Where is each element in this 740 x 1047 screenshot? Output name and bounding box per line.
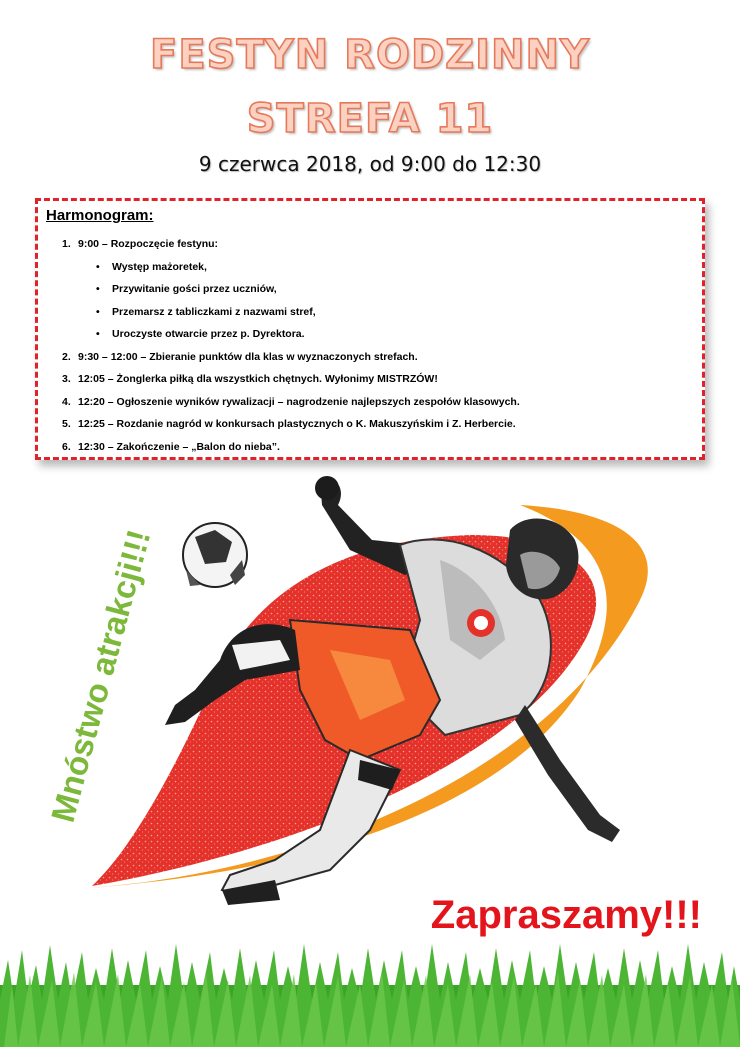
schedule-subitem-text: Przywitanie gości przez uczniów, (112, 283, 277, 295)
bullet-icon: • (96, 283, 100, 295)
schedule-item-number: 1. (62, 238, 71, 250)
schedule-heading: Harmonogram: (46, 207, 154, 224)
grass-icon (0, 944, 740, 1047)
schedule-subitem-4 (38, 327, 702, 350)
event-date: 9 czerwca 2018, od 9:00 do 12:30 (198, 152, 542, 176)
schedule-item-2 (38, 350, 702, 373)
schedule-subitem-1 (38, 260, 702, 283)
schedule-item-3 (38, 372, 702, 395)
schedule-item-number: 2. (62, 350, 71, 363)
schedule-item-number: 5. (62, 418, 71, 430)
schedule-list (38, 237, 702, 462)
soccer-ball-icon (183, 523, 247, 587)
schedule-subitem-3 (38, 305, 702, 328)
schedule-item-text: 12:30 – Zakończenie – „Balon do nieba”. (78, 440, 280, 453)
attractions-slogan: Mnóstwo atrakcji!!! (43, 525, 158, 826)
schedule-item-text: 9:00 – Rozpoczęcie festynu: (78, 238, 219, 250)
page-title: FESTYN RODZINNY (150, 32, 590, 78)
schedule-subitem-text: Uroczyste otwarcie przez p. Dyrektora. (112, 328, 305, 340)
page-subtitle: STREFA 11 (246, 96, 494, 142)
invitation-text: Zapraszamy!!! (430, 893, 702, 937)
schedule-item-text: 9:30 – 12:00 – Zbieranie punktów dla klas w wyznaczonych strefach. (78, 350, 418, 363)
schedule-box (35, 198, 705, 460)
schedule-item-text: 12:25 – Rozdanie nagród w konkursach plastycznych o K. Makuszyńskim i Z. Herbercie. (78, 418, 516, 430)
schedule-item-number: 3. (62, 373, 71, 385)
bullet-icon: • (96, 260, 100, 273)
schedule-item-6 (38, 440, 702, 463)
illustration (0, 470, 740, 1047)
schedule-subitem-2 (38, 282, 702, 305)
bullet-icon: • (96, 328, 100, 340)
schedule-item-number: 4. (62, 395, 71, 408)
schedule-item-text: 12:05 – Żonglerka piłką dla wszystkich chętnych. Wyłonimy MISTRZÓW! (78, 373, 438, 385)
schedule-item-number: 6. (62, 440, 71, 453)
bullet-icon: • (96, 305, 100, 318)
schedule-item-1 (38, 237, 702, 260)
schedule-subitem-text: Występ mażoretek, (112, 260, 207, 273)
schedule-item-4 (38, 395, 702, 418)
schedule-item-text: 12:20 – Ogłoszenie wyników rywalizacji – nagrodzenie najlepszych zespołów klasowych. (78, 395, 520, 408)
schedule-subitem-text: Przemarsz z tabliczkami z nazwami stref, (112, 305, 316, 318)
schedule-item-5 (38, 417, 702, 440)
